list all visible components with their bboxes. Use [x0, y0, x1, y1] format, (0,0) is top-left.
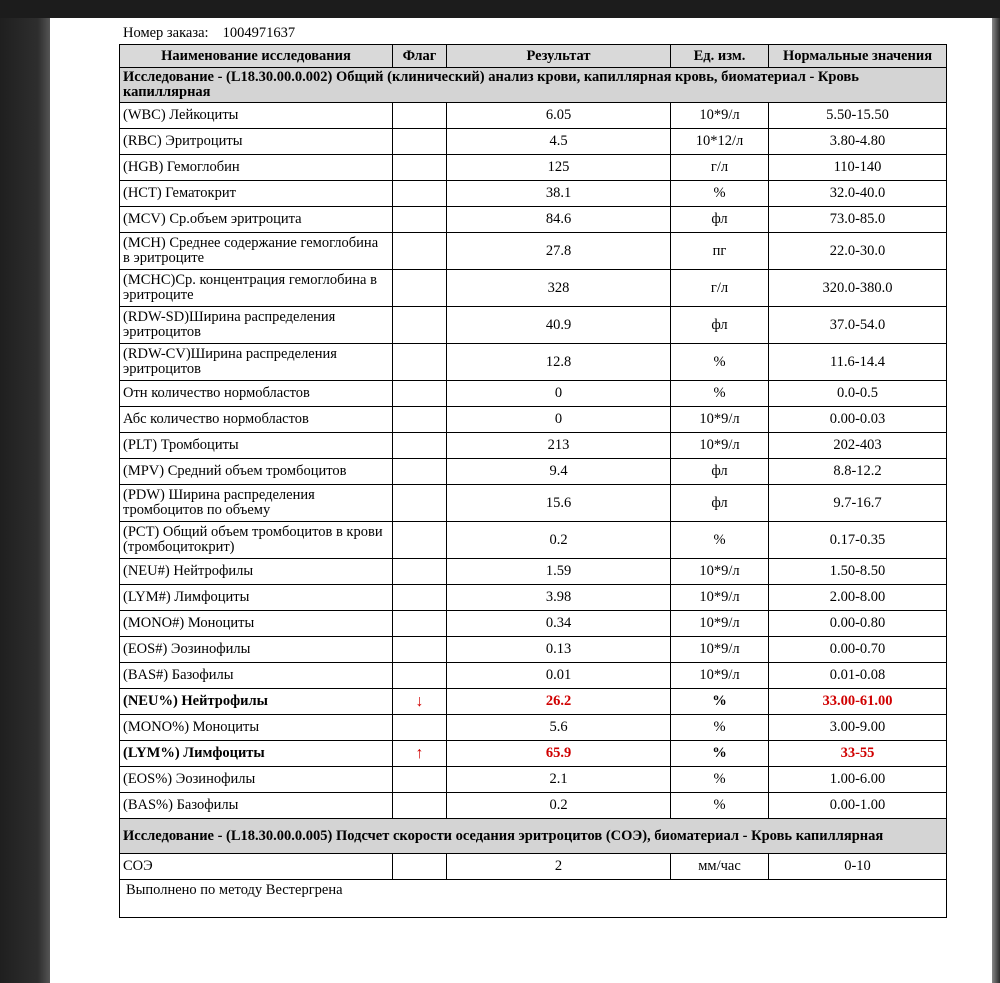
cell-name: (NEU%) Нейтрофилы	[120, 689, 393, 715]
cell-flag	[393, 233, 447, 270]
cell-name: (LYM%) Лимфоциты	[120, 741, 393, 767]
table-row	[120, 207, 947, 233]
cell-result: 40.9	[447, 307, 671, 344]
viewer-left-gutter	[0, 18, 50, 983]
order-number	[123, 25, 295, 42]
cell-name: (HGB) Гемоглобин	[120, 155, 393, 181]
table-row	[120, 181, 947, 207]
table-row	[120, 433, 947, 459]
cell-flag	[393, 611, 447, 637]
cell-norm: 3.80-4.80	[769, 129, 947, 155]
cell-result: 0	[447, 407, 671, 433]
table-row	[120, 715, 947, 741]
cell-name: (BAS%) Базофилы	[120, 793, 393, 819]
cell-flag	[393, 767, 447, 793]
cell-name: (MONO%) Моноциты	[120, 715, 393, 741]
cell-result: 213	[447, 433, 671, 459]
cell-result: 0	[447, 381, 671, 407]
cell-flag	[393, 103, 447, 129]
cell-flag	[393, 407, 447, 433]
cell-norm: 9.7-16.7	[769, 485, 947, 522]
cell-unit: 10*9/л	[671, 611, 769, 637]
header-flag: Флаг	[393, 45, 447, 68]
order-label: Номер заказа:	[123, 25, 209, 41]
cell-result: 27.8	[447, 233, 671, 270]
cell-unit: %	[671, 689, 769, 715]
cell-norm: 73.0-85.0	[769, 207, 947, 233]
cell-result: 0.34	[447, 611, 671, 637]
cell-result: 0.2	[447, 793, 671, 819]
section-row	[120, 819, 947, 854]
cell-unit: 10*9/л	[671, 433, 769, 459]
cell-norm: 8.8-12.2	[769, 459, 947, 485]
cell-flag	[393, 270, 447, 307]
cell-result: 9.4	[447, 459, 671, 485]
cell-flag	[393, 129, 447, 155]
cell-flag	[393, 663, 447, 689]
cell-norm: 1.00-6.00	[769, 767, 947, 793]
table-row	[120, 129, 947, 155]
cell-result: 3.98	[447, 585, 671, 611]
cell-unit: пг	[671, 233, 769, 270]
cell-name: (PDW) Ширина распределения тромбоцитов по объему	[120, 485, 393, 522]
cell-flag	[393, 793, 447, 819]
cell-result: 0.2	[447, 522, 671, 559]
cell-unit: 10*9/л	[671, 559, 769, 585]
cell-result: 0.13	[447, 637, 671, 663]
cell-norm: 202-403	[769, 433, 947, 459]
table-row	[120, 611, 947, 637]
cell-flag	[393, 181, 447, 207]
cell-flag	[393, 307, 447, 344]
table-row	[120, 741, 947, 767]
cell-norm: 110-140	[769, 155, 947, 181]
table-row	[120, 854, 947, 880]
cell-norm: 0.00-1.00	[769, 793, 947, 819]
table-row	[120, 522, 947, 559]
cell-result: 1.59	[447, 559, 671, 585]
method-note-row	[120, 880, 947, 918]
cell-unit: г/л	[671, 155, 769, 181]
cell-result: 125	[447, 155, 671, 181]
cell-name: (PLT) Тромбоциты	[120, 433, 393, 459]
cell-flag	[393, 433, 447, 459]
table-row	[120, 307, 947, 344]
cell-unit: 10*9/л	[671, 103, 769, 129]
cell-result: 2	[447, 854, 671, 880]
header-result: Результат	[447, 45, 671, 68]
cell-flag	[393, 522, 447, 559]
cell-norm: 33-55	[769, 741, 947, 767]
cell-norm: 0.00-0.80	[769, 611, 947, 637]
cell-result: 26.2	[447, 689, 671, 715]
cell-name: (MPV) Средний объем тромбоцитов	[120, 459, 393, 485]
cell-result: 84.6	[447, 207, 671, 233]
cell-norm: 0-10	[769, 854, 947, 880]
table-row	[120, 793, 947, 819]
cell-norm: 5.50-15.50	[769, 103, 947, 129]
cell-name: (EOS%) Эозинофилы	[120, 767, 393, 793]
cell-norm: 11.6-14.4	[769, 344, 947, 381]
cell-unit: 10*9/л	[671, 585, 769, 611]
cell-name: (MONO#) Моноциты	[120, 611, 393, 637]
cell-result: 5.6	[447, 715, 671, 741]
header-name: Наименование исследования	[120, 45, 393, 68]
table-row	[120, 559, 947, 585]
viewer-right-gutter	[992, 18, 1000, 983]
cell-norm: 22.0-30.0	[769, 233, 947, 270]
method-note: Выполнено по методу Вестергрена	[120, 880, 947, 918]
cell-norm: 33.00-61.00	[769, 689, 947, 715]
cell-name: (WBC) Лейкоциты	[120, 103, 393, 129]
table-row	[120, 459, 947, 485]
table-row	[120, 637, 947, 663]
cell-result: 328	[447, 270, 671, 307]
cell-unit: мм/час	[671, 854, 769, 880]
cell-flag	[393, 854, 447, 880]
cell-flag	[393, 585, 447, 611]
header-unit: Ед. изм.	[671, 45, 769, 68]
cell-norm: 3.00-9.00	[769, 715, 947, 741]
table-row	[120, 663, 947, 689]
cell-norm: 32.0-40.0	[769, 181, 947, 207]
cell-flag: ↑	[393, 741, 447, 767]
cell-unit: %	[671, 793, 769, 819]
cell-flag	[393, 459, 447, 485]
table-row	[120, 233, 947, 270]
cell-norm: 0.00-0.70	[769, 637, 947, 663]
cell-result: 65.9	[447, 741, 671, 767]
cell-name: Отн количество нормобластов	[120, 381, 393, 407]
cell-name: (MCV) Ср.объем эритроцита	[120, 207, 393, 233]
cell-norm: 2.00-8.00	[769, 585, 947, 611]
cell-flag	[393, 344, 447, 381]
cell-result: 0.01	[447, 663, 671, 689]
cell-norm: 0.17-0.35	[769, 522, 947, 559]
cell-norm: 0.01-0.08	[769, 663, 947, 689]
cell-name: Абс количество нормобластов	[120, 407, 393, 433]
table-row	[120, 407, 947, 433]
cell-name: (HCT) Гематокрит	[120, 181, 393, 207]
cell-name: (NEU#) Нейтрофилы	[120, 559, 393, 585]
results-table	[119, 44, 947, 918]
cell-unit: фл	[671, 307, 769, 344]
cell-flag	[393, 637, 447, 663]
cell-result: 38.1	[447, 181, 671, 207]
cell-unit: 10*9/л	[671, 637, 769, 663]
cell-flag	[393, 155, 447, 181]
cell-unit: %	[671, 344, 769, 381]
cell-flag	[393, 559, 447, 585]
cell-norm: 37.0-54.0	[769, 307, 947, 344]
table-row	[120, 767, 947, 793]
cell-name: (EOS#) Эозинофилы	[120, 637, 393, 663]
cell-unit: %	[671, 715, 769, 741]
table-row	[120, 344, 947, 381]
section-row	[120, 68, 947, 103]
cell-unit: 10*9/л	[671, 663, 769, 689]
header-row	[120, 45, 947, 68]
section-title: Исследование - (L18.30.00.0.002) Общий (клинический) анализ крови, капиллярная кровь, биоматериал - Кровь капиллярная	[120, 68, 947, 103]
cell-name: (RDW-SD)Ширина распределения эритроцитов	[120, 307, 393, 344]
cell-name: (BAS#) Базофилы	[120, 663, 393, 689]
cell-name: (MCH) Среднее содержание гемоглобина в эритроците	[120, 233, 393, 270]
cell-result: 15.6	[447, 485, 671, 522]
cell-result: 2.1	[447, 767, 671, 793]
cell-flag	[393, 485, 447, 522]
cell-unit: %	[671, 381, 769, 407]
table-row	[120, 270, 947, 307]
cell-name: (RBC) Эритроциты	[120, 129, 393, 155]
cell-flag	[393, 715, 447, 741]
cell-flag	[393, 381, 447, 407]
cell-unit: 10*12/л	[671, 129, 769, 155]
cell-name: (PCT) Общий объем тромбоцитов в крови (тромбоцитокрит)	[120, 522, 393, 559]
cell-norm: 0.00-0.03	[769, 407, 947, 433]
cell-flag	[393, 207, 447, 233]
table-row	[120, 155, 947, 181]
cell-unit: %	[671, 181, 769, 207]
cell-result: 4.5	[447, 129, 671, 155]
cell-unit: %	[671, 522, 769, 559]
cell-name: (RDW-CV)Ширина распределения эритроцитов	[120, 344, 393, 381]
cell-result: 12.8	[447, 344, 671, 381]
cell-unit: 10*9/л	[671, 407, 769, 433]
cell-unit: фл	[671, 207, 769, 233]
cell-norm: 1.50-8.50	[769, 559, 947, 585]
cell-unit: фл	[671, 459, 769, 485]
cell-norm: 0.0-0.5	[769, 381, 947, 407]
header-norm: Нормальные значения	[769, 45, 947, 68]
order-value: 1004971637	[222, 25, 296, 41]
table-row	[120, 585, 947, 611]
cell-unit: фл	[671, 485, 769, 522]
table-row	[120, 485, 947, 522]
table-row	[120, 103, 947, 129]
cell-flag: ↓	[393, 689, 447, 715]
cell-unit: %	[671, 741, 769, 767]
cell-unit: %	[671, 767, 769, 793]
cell-unit: г/л	[671, 270, 769, 307]
table-row	[120, 689, 947, 715]
cell-norm: 320.0-380.0	[769, 270, 947, 307]
cell-name: СОЭ	[120, 854, 393, 880]
cell-name: (LYM#) Лимфоциты	[120, 585, 393, 611]
cell-result: 6.05	[447, 103, 671, 129]
top-bar	[0, 0, 1000, 18]
table-row	[120, 381, 947, 407]
section-title: Исследование - (L18.30.00.0.005) Подсчет скорости оседания эритроцитов (СОЭ), биоматериал - Кровь капиллярная	[120, 819, 947, 854]
cell-name: (MCHC)Ср. концентрация гемоглобина в эритроците	[120, 270, 393, 307]
